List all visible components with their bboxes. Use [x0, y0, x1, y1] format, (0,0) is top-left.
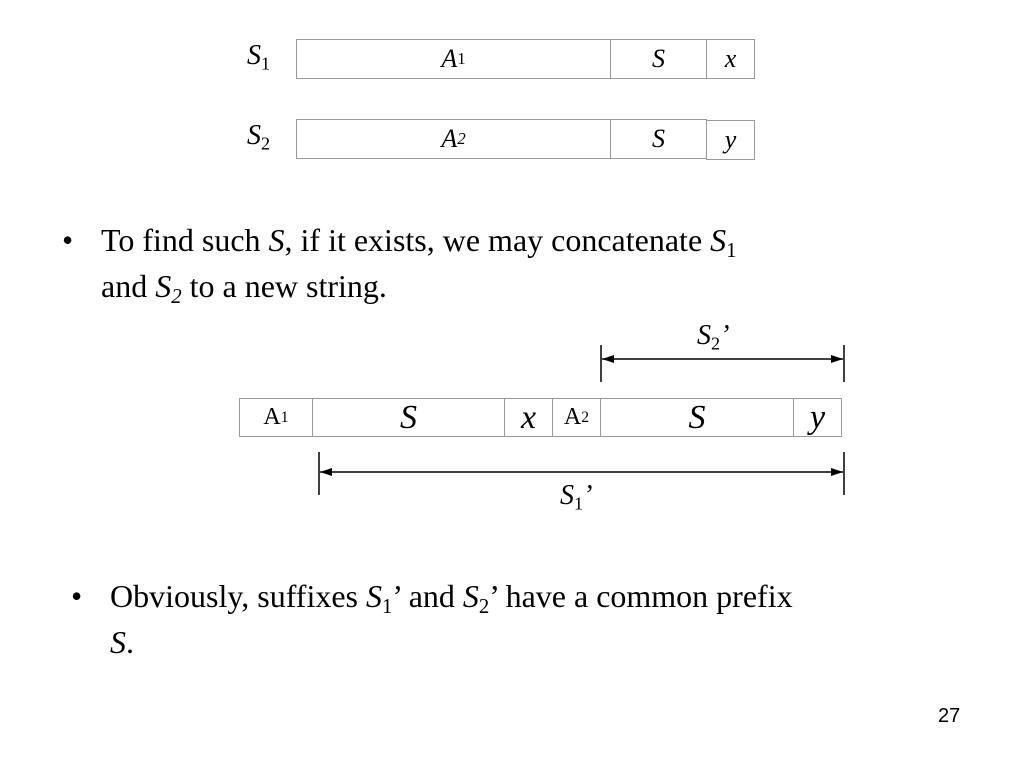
- bullet-2-text-a: Obviously, suffixes: [110, 578, 366, 614]
- s1-prime-label: [560, 480, 592, 512]
- concat-cell-s-second: S: [600, 398, 794, 437]
- s2-prime-mark: ’: [720, 320, 730, 351]
- s2-prime-subscript: 2: [711, 333, 721, 354]
- row-label-s2: [247, 120, 270, 152]
- bullet-2-s2-prime: ’: [489, 578, 498, 614]
- bullet-2-s2: S: [462, 578, 479, 614]
- bullet-1-s2-subscript: 2: [171, 285, 182, 309]
- bullet-1-text-b: , if it exists, we may concatenate: [284, 222, 711, 258]
- bullet-1-line-2: [101, 264, 387, 308]
- s1-prime-letter: S: [560, 480, 574, 511]
- bullet-2-dot: •: [71, 578, 83, 614]
- bullet-1-dot: •: [62, 222, 74, 258]
- s2-cell-y: y: [706, 120, 755, 160]
- bullet-1-text-d: to a new string.: [181, 268, 387, 304]
- bullet-2-s2-subscript: 2: [478, 595, 490, 619]
- row-label-s1-subscript: 1: [261, 53, 271, 74]
- s1-cell-s: S: [610, 39, 707, 79]
- s2-cell-a2-letter: A: [441, 124, 458, 153]
- s1-cell-a1: A 1: [296, 39, 611, 79]
- bullet-2-text-b: and: [400, 578, 463, 614]
- bullet-1-s2: S: [155, 268, 172, 304]
- concat-cell-y: y: [793, 398, 842, 437]
- row-label-s1-letter: S: [247, 40, 261, 71]
- s1-prime-mark: ’: [583, 480, 593, 511]
- bullet-2-line-1: [110, 574, 793, 618]
- bullet-2: [71, 574, 991, 664]
- s2-prime-letter: S: [697, 320, 711, 351]
- s1-prime-subscript: 1: [574, 493, 584, 514]
- concat-cell-s-first: S: [312, 398, 505, 437]
- bullet-2-s1: S: [366, 578, 382, 614]
- s2-cell-a2: A 2: [296, 119, 611, 159]
- bullet-1: [62, 218, 962, 308]
- bullet-2-s1-subscript: 1: [382, 595, 393, 619]
- row-label-s1: [247, 40, 270, 72]
- s2-cell-s: S: [610, 119, 707, 159]
- row-label-s2-letter: S: [247, 120, 261, 151]
- bullet-2-text-c: have a common prefix: [497, 578, 793, 614]
- bullet-1-s1-subscript: 1: [726, 239, 737, 263]
- s1-cell-a1-letter: A: [441, 44, 458, 73]
- concat-cell-a1: A 1: [239, 398, 313, 437]
- concat-cell-x: x: [504, 398, 553, 437]
- concat-cell-a2: A 2: [552, 398, 601, 437]
- bullet-1-line-1: [101, 218, 737, 262]
- concat-cell-a2-letter: A: [563, 404, 582, 430]
- bullet-1-s: S: [268, 222, 285, 258]
- s1-cell-x: x: [706, 39, 755, 79]
- bullet-2-line-2: [110, 620, 134, 664]
- bullet-1-text-c: and: [101, 268, 156, 304]
- bullet-1-text-a: To find such: [101, 222, 269, 258]
- bullet-2-period: .: [126, 624, 134, 660]
- row-label-s2-subscript: 2: [261, 133, 271, 154]
- concat-cell-a1-letter: A: [263, 404, 281, 430]
- bullet-2-s1-prime: ’: [392, 578, 401, 614]
- s2-prime-arrow: [596, 340, 850, 386]
- page-number: 27: [938, 705, 961, 727]
- bullet-2-s: S: [110, 624, 126, 660]
- bullet-1-s1: S: [710, 222, 727, 258]
